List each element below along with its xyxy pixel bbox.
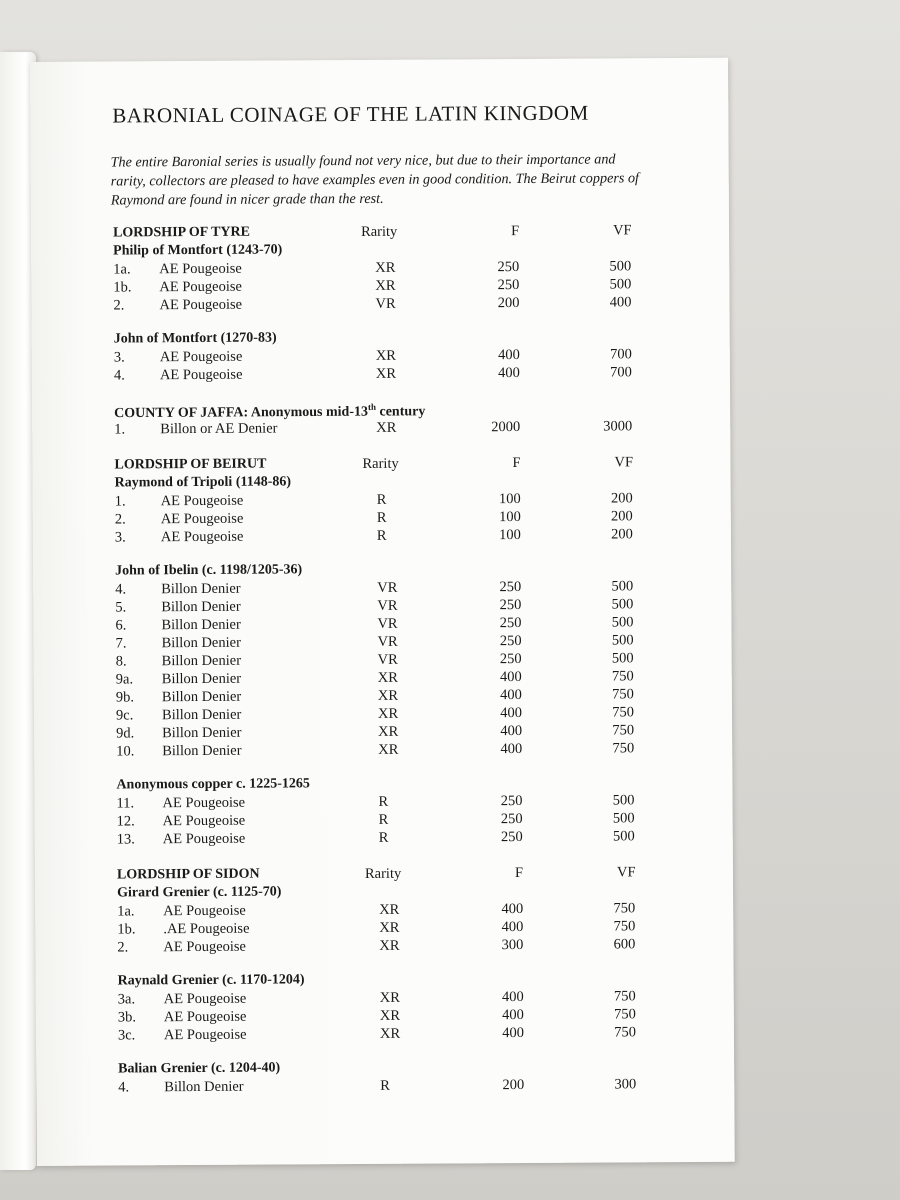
page-title: BARONIAL COINAGE OF THE LATIN KINGDOM bbox=[112, 100, 589, 128]
f-price: 400 bbox=[502, 1007, 524, 1024]
catalog-number: 8. bbox=[115, 653, 127, 670]
f-price: 100 bbox=[498, 491, 521, 508]
catalog-number: 5. bbox=[115, 599, 127, 616]
catalog-number: 7. bbox=[115, 635, 127, 652]
coin-type: Billon Denier bbox=[161, 706, 242, 724]
f-price: 100 bbox=[499, 527, 521, 544]
coin-type: AE Pougeoise bbox=[163, 938, 247, 956]
f-price: 200 bbox=[497, 295, 520, 312]
rarity-value: XR bbox=[378, 723, 399, 740]
rarity-value: XR bbox=[377, 669, 398, 686]
rarity-value: VR bbox=[377, 579, 398, 596]
rarity-value: XR bbox=[379, 1007, 401, 1024]
f-price: 250 bbox=[497, 259, 520, 276]
rarity-value: XR bbox=[378, 741, 399, 758]
vf-price: 750 bbox=[613, 918, 636, 935]
book-page bbox=[30, 58, 735, 1166]
rarity-column-header: Rarity bbox=[362, 455, 399, 472]
catalog-number: 1b. bbox=[113, 279, 132, 296]
coin-type: AE Pougeoise bbox=[160, 528, 244, 546]
vf-price: 500 bbox=[611, 578, 634, 595]
f-price: 400 bbox=[500, 741, 523, 758]
rarity-value: XR bbox=[375, 347, 397, 364]
f-column-header: F bbox=[512, 455, 521, 472]
rarity-value: XR bbox=[379, 937, 400, 954]
vf-price: 750 bbox=[611, 668, 634, 685]
section-heading-tail: century bbox=[375, 404, 426, 420]
ruler-heading: John of Ibelin (c. 1198/1205-36) bbox=[115, 562, 303, 579]
coin-type: Billon or AE Denier bbox=[160, 420, 278, 438]
catalog-number: 9c. bbox=[115, 707, 134, 724]
vf-price: 400 bbox=[609, 294, 632, 311]
catalog-number: 9b. bbox=[115, 689, 135, 706]
catalog-number: 4. bbox=[118, 1079, 130, 1096]
ruler-heading: John of Montfort (1270-83) bbox=[113, 330, 277, 347]
rarity-value: VR bbox=[377, 633, 398, 650]
ruler-heading: Philip of Montfort (1243-70) bbox=[113, 242, 283, 259]
catalog-number: 3c. bbox=[117, 1027, 136, 1044]
coin-type: Billon Denier bbox=[161, 598, 241, 616]
f-price: 400 bbox=[501, 901, 524, 918]
rarity-value: R bbox=[378, 811, 389, 828]
coin-type: AE Pougeoise bbox=[160, 510, 244, 528]
vf-price: 200 bbox=[611, 526, 633, 543]
vf-price: 600 bbox=[613, 936, 636, 953]
rarity-value: R bbox=[376, 527, 387, 544]
f-price: 300 bbox=[501, 937, 524, 954]
coin-type: AE Pougeoise bbox=[159, 260, 242, 278]
vf-price: 3000 bbox=[603, 418, 633, 435]
coin-type: AE Pougeoise bbox=[160, 492, 244, 510]
rarity-value: VR bbox=[375, 295, 396, 312]
coin-type: Billon Denier bbox=[161, 580, 241, 598]
ruler-heading: Balian Grenier (c. 1204-40) bbox=[118, 1060, 281, 1077]
vf-price: 750 bbox=[614, 1024, 636, 1041]
rarity-value: XR bbox=[379, 1025, 401, 1042]
f-price: 400 bbox=[499, 669, 522, 686]
f-price: 250 bbox=[499, 579, 522, 596]
vf-column-header: VF bbox=[614, 454, 634, 471]
catalog-number: 9a. bbox=[115, 671, 134, 688]
rarity-value: VR bbox=[377, 615, 398, 632]
section-heading bbox=[117, 867, 260, 884]
ruler-heading: Raymond of Tripoli (1148-86) bbox=[114, 474, 292, 491]
section-heading bbox=[114, 457, 266, 474]
coin-type: AE Pougeoise bbox=[163, 990, 247, 1008]
f-price: 400 bbox=[501, 919, 524, 936]
catalog-number: 2. bbox=[113, 297, 125, 314]
vf-column-header: VF bbox=[616, 864, 636, 881]
coin-type: AE Pougeoise bbox=[163, 902, 246, 920]
catalog-number: 2. bbox=[114, 511, 126, 528]
ruler-heading: Raynald Grenier (c. 1170-1204) bbox=[117, 972, 305, 989]
catalog-number: 13. bbox=[116, 831, 135, 848]
coin-type: AE Pougeoise bbox=[162, 830, 246, 848]
coin-type: AE Pougeoise bbox=[163, 1026, 247, 1044]
coin-type: Billon Denier bbox=[161, 616, 241, 634]
rarity-value: R bbox=[376, 491, 387, 508]
f-price: 400 bbox=[500, 705, 523, 722]
f-price: 250 bbox=[499, 633, 522, 650]
vf-price: 750 bbox=[613, 900, 636, 917]
section-heading-text: COUNTY OF JAFFA: Anonymous mid-13 bbox=[114, 404, 369, 422]
catalog-number: 9d. bbox=[116, 725, 135, 742]
vf-price: 700 bbox=[610, 364, 632, 381]
rarity-value: VR bbox=[377, 651, 398, 668]
f-price: 250 bbox=[497, 277, 520, 294]
vf-price: 700 bbox=[609, 346, 632, 363]
vf-column-header: VF bbox=[612, 222, 632, 239]
catalog-number: 12. bbox=[116, 813, 135, 830]
f-price: 250 bbox=[500, 829, 523, 846]
f-price: 250 bbox=[499, 615, 522, 632]
coin-type: Billon Denier bbox=[162, 724, 242, 742]
vf-price: 750 bbox=[612, 704, 635, 721]
ruler-heading: Girard Grenier (c. 1125-70) bbox=[117, 884, 282, 901]
catalog-number: 4. bbox=[113, 367, 125, 384]
coin-type: AE Pougeoise bbox=[159, 296, 243, 314]
catalog-number: 1. bbox=[114, 493, 126, 510]
coin-type: AE Pougeoise bbox=[162, 794, 246, 812]
catalog-number: 3a. bbox=[117, 991, 136, 1008]
f-price: 400 bbox=[498, 365, 520, 382]
coin-type: AE Pougeoise bbox=[162, 812, 246, 830]
vf-price: 200 bbox=[610, 508, 633, 525]
coin-type: Billon Denier bbox=[161, 652, 242, 670]
vf-price: 500 bbox=[611, 632, 634, 649]
vf-price: 500 bbox=[609, 276, 632, 293]
vf-price: 500 bbox=[611, 614, 634, 631]
rarity-value: XR bbox=[379, 919, 400, 936]
catalog-number: 3. bbox=[114, 529, 126, 546]
vf-price: 500 bbox=[612, 828, 635, 845]
vf-price: 750 bbox=[613, 988, 636, 1005]
f-price: 400 bbox=[500, 723, 523, 740]
vf-price: 750 bbox=[614, 1006, 636, 1023]
f-price: 400 bbox=[498, 347, 520, 364]
catalog-number: 1a. bbox=[117, 903, 135, 920]
f-column-header: F bbox=[510, 223, 520, 240]
vf-price: 300 bbox=[614, 1076, 637, 1093]
rarity-value: R bbox=[378, 829, 389, 846]
coin-type: Billon Denier bbox=[161, 670, 242, 688]
vf-price: 500 bbox=[612, 792, 635, 809]
f-price: 2000 bbox=[491, 419, 521, 436]
rarity-value: R bbox=[378, 793, 389, 810]
vf-price: 750 bbox=[612, 740, 635, 757]
catalog-number: 2. bbox=[117, 939, 129, 956]
rarity-value: R bbox=[380, 1077, 390, 1094]
vf-price: 200 bbox=[610, 490, 633, 507]
f-price: 250 bbox=[499, 597, 522, 614]
f-price: 100 bbox=[498, 509, 521, 526]
coin-type: Billon Denier bbox=[161, 688, 242, 706]
coin-type: Billon Denier bbox=[161, 634, 241, 652]
coin-type: Billon Denier bbox=[164, 1078, 244, 1096]
section-heading-text: LORDSHIP OF SIDON bbox=[116, 866, 260, 883]
rarity-column-header: Rarity bbox=[360, 223, 398, 240]
catalog-number: 3b. bbox=[117, 1009, 137, 1026]
catalog-number: 6. bbox=[115, 617, 127, 634]
rarity-value: VR bbox=[377, 597, 398, 614]
f-price: 250 bbox=[500, 793, 523, 810]
catalog-number: 1b. bbox=[117, 921, 136, 938]
f-price: 400 bbox=[501, 989, 524, 1006]
catalog-number: 11. bbox=[116, 795, 135, 812]
rarity-value: XR bbox=[375, 277, 396, 294]
intro-paragraph: The entire Baronial series is usually found not very nice, but due to their importance and rarity, collectors are pleased to have examples even in good condition. The Beirut coppers of Raymond are found in nicer grade than the rest. bbox=[110, 151, 640, 209]
f-price: 200 bbox=[502, 1077, 525, 1094]
section-heading-text: LORDSHIP OF BEIRUT bbox=[114, 456, 267, 473]
rarity-value: XR bbox=[375, 365, 397, 382]
vf-price: 750 bbox=[612, 686, 634, 703]
coin-type: AE Pougeoise bbox=[159, 348, 243, 366]
f-price: 400 bbox=[500, 687, 522, 704]
catalog-number: 1. bbox=[114, 421, 126, 438]
rarity-value: XR bbox=[377, 705, 399, 722]
rarity-value: XR bbox=[377, 687, 399, 704]
ruler-heading: Anonymous copper c. 1225-1265 bbox=[116, 776, 310, 793]
vf-price: 750 bbox=[612, 722, 635, 739]
section-heading-text: LORDSHIP OF TYRE bbox=[113, 224, 251, 241]
heading-superscript: th bbox=[367, 401, 376, 412]
f-column-header: F bbox=[514, 865, 524, 882]
rarity-value: XR bbox=[376, 419, 397, 436]
f-price: 400 bbox=[502, 1025, 524, 1042]
catalog-number: 3. bbox=[113, 349, 125, 366]
catalog-number: 4. bbox=[115, 581, 127, 598]
rarity-value: R bbox=[376, 509, 387, 526]
f-price: 250 bbox=[499, 651, 522, 668]
catalog-number: 10. bbox=[116, 743, 135, 760]
section-heading bbox=[113, 225, 250, 242]
catalog-number: 1a. bbox=[113, 261, 131, 278]
vf-price: 500 bbox=[611, 650, 634, 667]
rarity-column-header: Rarity bbox=[364, 865, 402, 882]
coin-type: AE Pougeoise bbox=[163, 1008, 247, 1026]
coin-type: AE Pougeoise bbox=[159, 366, 243, 384]
rarity-value: XR bbox=[375, 259, 396, 276]
vf-price: 500 bbox=[609, 258, 632, 275]
vf-price: 500 bbox=[612, 810, 635, 827]
coin-type: Billon Denier bbox=[162, 742, 242, 760]
f-price: 250 bbox=[500, 811, 523, 828]
coin-type: AE Pougeoise bbox=[159, 278, 242, 296]
vf-price: 500 bbox=[611, 596, 634, 613]
rarity-value: XR bbox=[379, 989, 400, 1006]
rarity-value: XR bbox=[379, 901, 400, 918]
coin-type: .AE Pougeoise bbox=[163, 920, 250, 938]
